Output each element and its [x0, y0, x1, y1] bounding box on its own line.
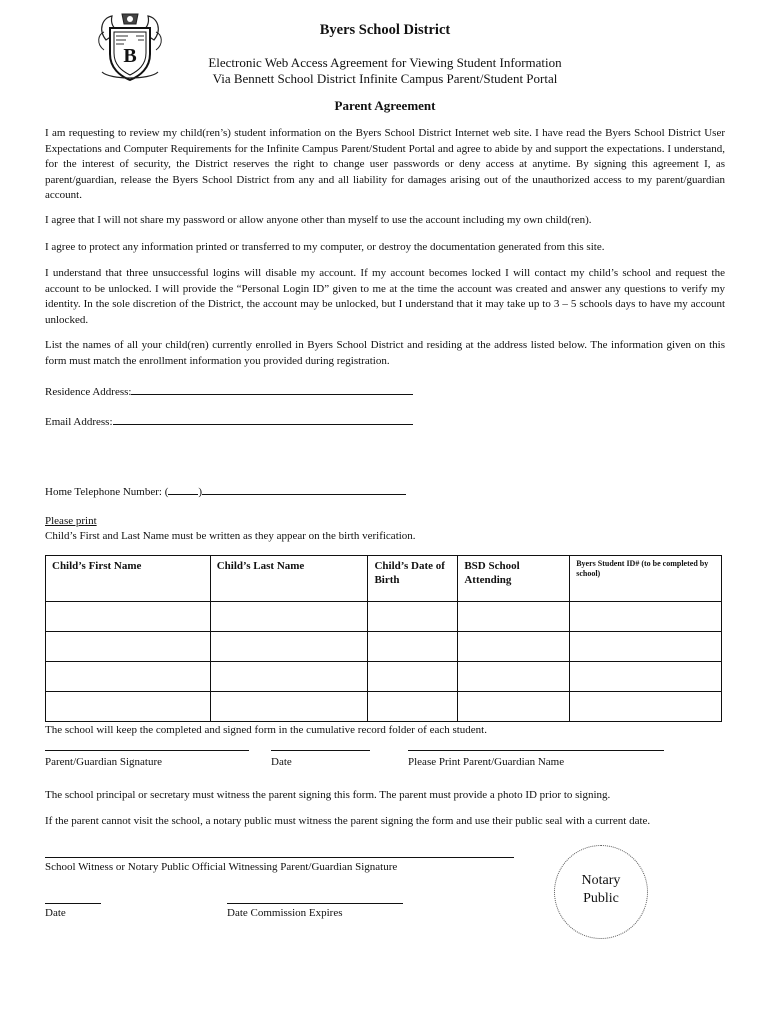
table-cell[interactable]	[570, 632, 722, 662]
commission-expires-label: Date Commission Expires	[227, 907, 343, 919]
witness-requirement-note: The school principal or secretary must witness the parent signing this form. The parent must provide a photo ID prior to signing.	[45, 789, 611, 801]
parent-date-label: Date	[271, 756, 292, 768]
record-keeping-note: The school will keep the completed and signed form in the cumulative record folder of each student.	[45, 724, 487, 736]
document-subtitle-line2: Via Bennett School District Infinite Campus Parent/Student Portal	[212, 71, 558, 86]
witness-signature-line[interactable]	[45, 857, 514, 858]
table-cell[interactable]	[458, 602, 570, 632]
table-row	[46, 662, 722, 692]
table-cell[interactable]	[210, 602, 368, 632]
svg-text:B: B	[123, 45, 137, 67]
section-heading: Parent Agreement	[334, 98, 436, 113]
table-cell[interactable]	[210, 662, 368, 692]
email-address-line[interactable]	[113, 413, 413, 425]
agreement-paragraph-2: I agree that I will not share my password or allow anyone other than myself to use the account including my own child(ren).	[45, 214, 592, 226]
residence-address-field[interactable]	[45, 383, 413, 400]
document-subtitle-line1: Electronic Web Access Agreement for Viewing Student Information	[208, 55, 562, 70]
parent-print-name-label: Please Print Parent/Guardian Name	[408, 756, 565, 768]
table-cell[interactable]	[458, 632, 570, 662]
table-row	[46, 692, 722, 722]
name-rule-note: Child’s First and Last Name must be written as they appear on the birth verification.	[45, 530, 416, 542]
witness-signature-label: School Witness or Notary Public Official Witnessing Parent/Guardian Signature	[45, 861, 398, 873]
table-cell[interactable]	[570, 692, 722, 722]
notary-seal-text-line1: Notary	[581, 873, 621, 888]
table-cell[interactable]	[368, 602, 458, 632]
header-child-date-of-birth: Child’s Date of Birth	[368, 556, 458, 602]
parent-print-name-line[interactable]	[408, 750, 664, 751]
document-title: Byers School District	[319, 22, 451, 38]
witness-date-line[interactable]	[45, 903, 101, 904]
table-cell[interactable]	[458, 692, 570, 722]
agreement-paragraph-5: List the names of all your child(ren) currently enrolled in Byers School District and residing at the address listed below. The information given on this form must match the enrollment information you provided during registration.	[45, 339, 725, 367]
email-address-label: Email Address:	[45, 416, 113, 428]
agreement-paragraph-3: I agree to protect any information printed or transferred to my computer, or destroy the documentation generated from this site.	[45, 241, 605, 253]
residence-address-line[interactable]	[131, 383, 413, 395]
table-cell[interactable]	[458, 662, 570, 692]
area-code-line[interactable]	[168, 483, 198, 495]
children-table	[45, 555, 722, 722]
notary-seal-area	[554, 845, 648, 939]
header-school-attending: BSD School Attending	[458, 556, 570, 602]
table-cell[interactable]	[210, 692, 368, 722]
area-code-close-paren: )	[198, 486, 203, 498]
header-child-first-name: Child’s First Name	[46, 556, 211, 602]
table-row	[46, 632, 722, 662]
commission-expires-line[interactable]	[227, 903, 403, 904]
home-telephone-label: Home Telephone Number:	[45, 486, 162, 498]
header-child-last-name: Child’s Last Name	[210, 556, 368, 602]
table-cell[interactable]	[570, 662, 722, 692]
table-cell[interactable]	[46, 632, 211, 662]
agreement-paragraph-1: I am requesting to review my child(ren’s) student information on the Byers School District Internet web site. I have read the Byers School District User Expectations and Computer Requirements for the Infinite Campus Parent/Student Portal and agree to abide by and support the expectations. I understand, for the interest of security, the District reserves the right to change user passwords or deny access at anytime. By signing this agreement I, as parent/guardian, release the Byers School District from any and all liability for damages arising out of the unauthorized access to my parent/guardian account.	[45, 127, 725, 201]
header-student-id: Byers Student ID# (to be completed by school)	[570, 556, 722, 602]
table-cell[interactable]	[570, 602, 722, 632]
parent-signature-line[interactable]	[45, 750, 249, 751]
notary-requirement-note: If the parent cannot visit the school, a notary public must witness the parent signing the form and use their public seal with a current date.	[45, 815, 651, 827]
area-code-open-paren: (	[164, 486, 169, 498]
table-cell[interactable]	[46, 662, 211, 692]
table-cell[interactable]	[368, 632, 458, 662]
table-cell[interactable]	[210, 632, 368, 662]
table-header-row	[46, 556, 722, 602]
notary-seal-text-line2: Public	[583, 891, 619, 906]
email-address-field[interactable]	[45, 413, 413, 430]
parent-signature-label: Parent/Guardian Signature	[45, 756, 162, 768]
please-print-note: Please print	[45, 515, 97, 527]
residence-address-label: Residence Address:	[45, 386, 132, 398]
table-cell[interactable]	[46, 692, 211, 722]
witness-date-label: Date	[45, 907, 66, 919]
parent-date-line[interactable]	[271, 750, 370, 751]
telephone-number-line[interactable]	[202, 483, 406, 495]
agreement-paragraph-4: I understand that three unsuccessful logins will disable my account. If my account becomes locked I will contact my child’s school and request the account to be unlocked. I will provide the “Personal Login ID” given to me at the time the account was created and answer any questions to verify my identity. In the sole discretion of the District, the account may be unlocked, but I understand that it may take up to 3 – 5 schools days to have my account unlocked.	[45, 267, 725, 326]
table-cell[interactable]	[368, 692, 458, 722]
table-cell[interactable]	[368, 662, 458, 692]
table-row	[46, 602, 722, 632]
table-cell[interactable]	[46, 602, 211, 632]
home-telephone-field[interactable]	[45, 483, 406, 500]
